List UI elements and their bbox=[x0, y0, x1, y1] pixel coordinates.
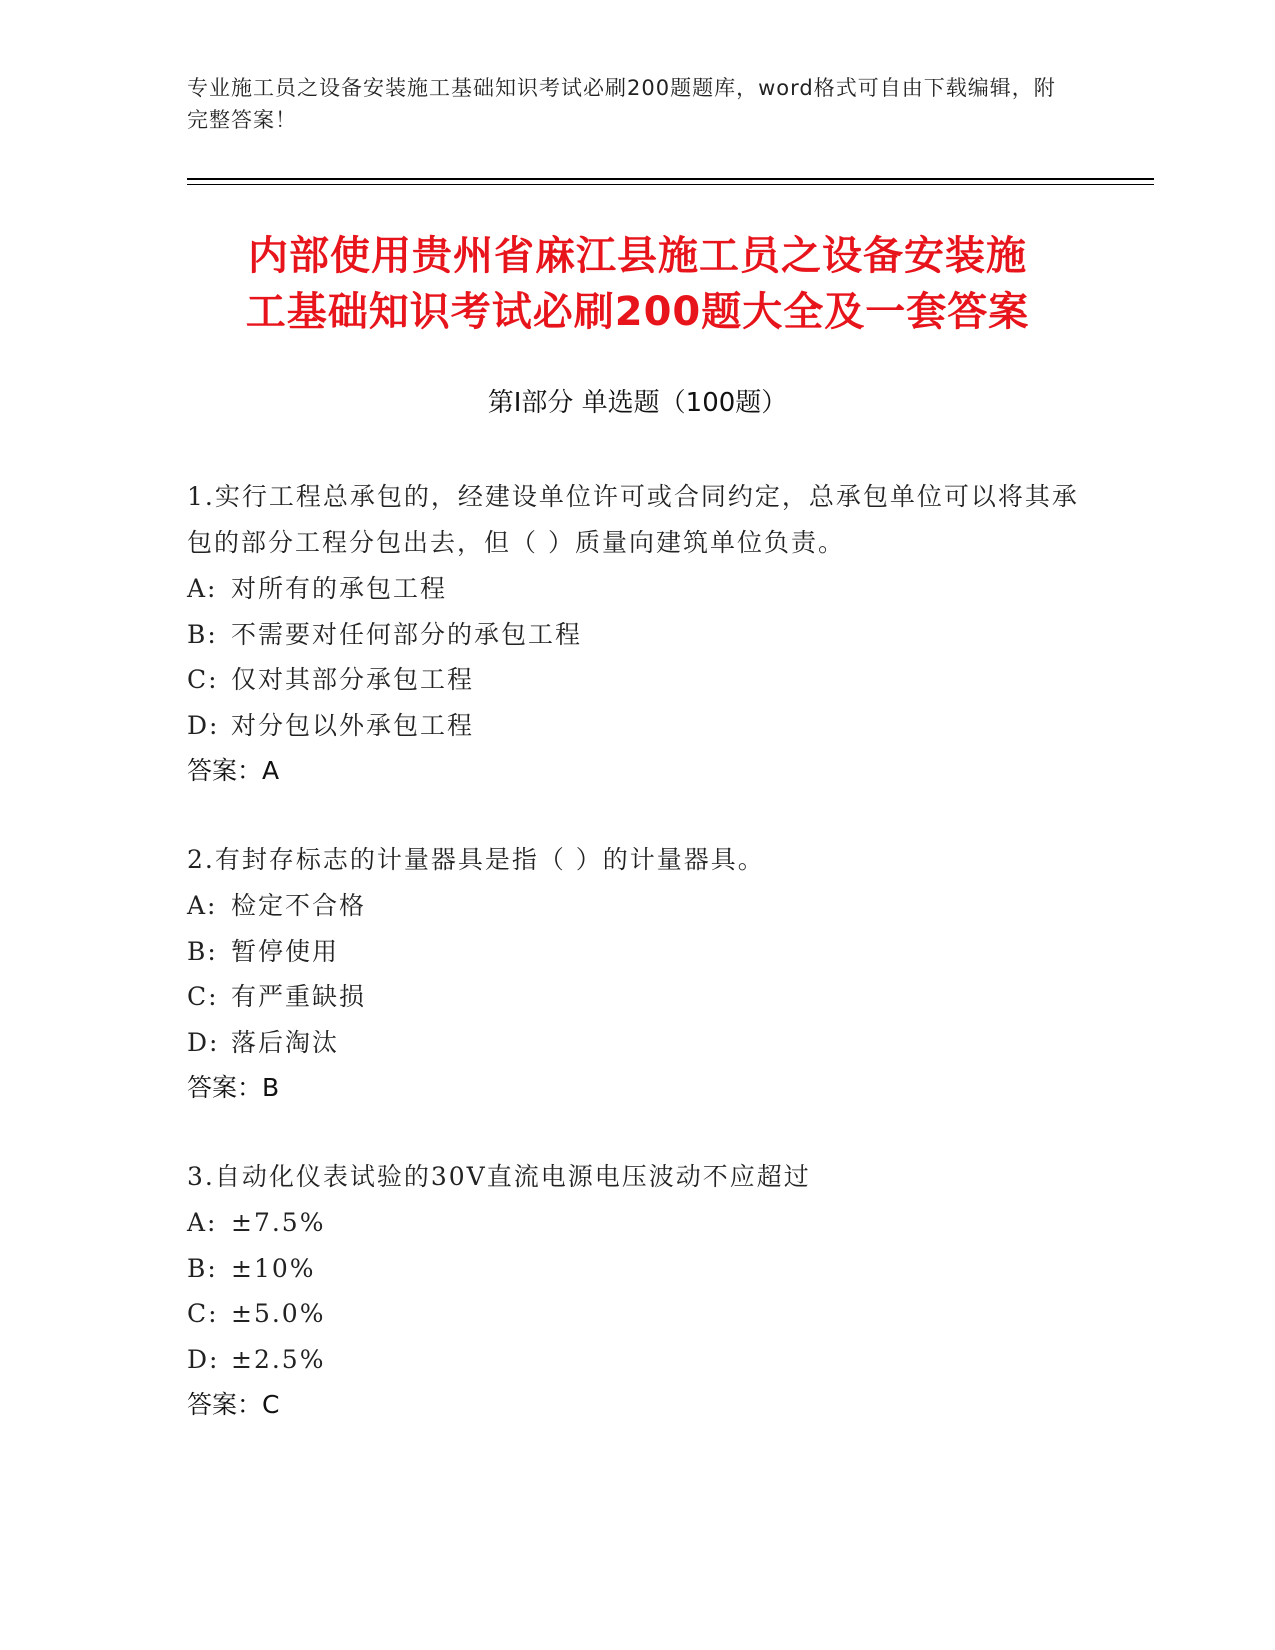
option-a bbox=[187, 566, 1087, 612]
option-b bbox=[187, 612, 1087, 658]
option-d bbox=[187, 703, 1087, 749]
option-key: C: bbox=[187, 982, 219, 1011]
question-2 bbox=[187, 837, 1087, 1110]
option-b bbox=[187, 1246, 1087, 1292]
option-key: A: bbox=[187, 891, 218, 920]
question-stem: 1.实行工程总承包的，经建设单位许可或合同约定，总承包单位可以将其承包的部分工程分包出去，但（ ）质量向建筑单位负责。 bbox=[187, 482, 1079, 557]
option-b bbox=[187, 929, 1087, 975]
option-key: C: bbox=[187, 665, 219, 694]
option-text: 对所有的承包工程 bbox=[231, 574, 448, 603]
option-text: 有严重缺损 bbox=[231, 982, 367, 1011]
option-key: A: bbox=[187, 574, 218, 603]
option-a bbox=[187, 1200, 1087, 1246]
option-text: 暂停使用 bbox=[231, 936, 340, 966]
document-title bbox=[150, 228, 1125, 340]
option-d bbox=[187, 1337, 1087, 1383]
option-text: ±7.5% bbox=[231, 1208, 326, 1237]
header-rule-thin bbox=[187, 184, 1154, 185]
header-note: 专业施工员之设备安装施工基础知识考试必刷200题题库，word格式可自由下载编辑，附完整答案！ bbox=[187, 76, 1056, 132]
option-text: 仅对其部分承包工程 bbox=[231, 665, 475, 694]
question-3 bbox=[187, 1154, 1087, 1427]
question-1 bbox=[187, 474, 1087, 793]
option-key: D: bbox=[187, 1344, 220, 1374]
option-key: A: bbox=[187, 1208, 218, 1237]
option-key: D: bbox=[187, 710, 220, 740]
option-key: B: bbox=[187, 936, 218, 966]
option-key: B: bbox=[187, 619, 218, 649]
option-c bbox=[187, 1291, 1087, 1337]
option-text: 检定不合格 bbox=[231, 891, 367, 920]
question-list bbox=[187, 474, 1087, 1471]
answer-line: 答案：C bbox=[187, 1390, 280, 1419]
document-title-line-1: 内部使用贵州省麻江县施工员之设备安装施 bbox=[248, 233, 1027, 279]
option-a bbox=[187, 883, 1087, 929]
header-rule-thick bbox=[187, 178, 1154, 180]
option-key: B: bbox=[187, 1253, 218, 1283]
question-stem: 2.有封存标志的计量器具是指（ ）的计量器具。 bbox=[187, 845, 765, 874]
document-title-line-2: 工基础知识考试必刷200题大全及一套答案 bbox=[245, 289, 1030, 335]
option-text: ±5.0% bbox=[231, 1299, 326, 1328]
option-text: 落后淘汰 bbox=[231, 1027, 340, 1057]
option-c bbox=[187, 974, 1087, 1020]
question-stem: 3.自动化仪表试验的30V直流电源电压波动不应超过 bbox=[187, 1162, 811, 1191]
option-text: 不需要对任何部分的承包工程 bbox=[231, 619, 583, 649]
option-text: ±2.5% bbox=[231, 1344, 326, 1374]
option-text: ±10% bbox=[231, 1253, 316, 1283]
option-text: 对分包以外承包工程 bbox=[231, 710, 475, 740]
option-key: D: bbox=[187, 1027, 220, 1057]
option-d bbox=[187, 1020, 1087, 1066]
answer-line: 答案：B bbox=[187, 1073, 280, 1102]
answer-line: 答案：A bbox=[187, 756, 280, 785]
section-title: 第Ⅰ部分 单选题（100题） bbox=[487, 388, 788, 418]
option-c bbox=[187, 657, 1087, 703]
option-key: C: bbox=[187, 1299, 219, 1328]
